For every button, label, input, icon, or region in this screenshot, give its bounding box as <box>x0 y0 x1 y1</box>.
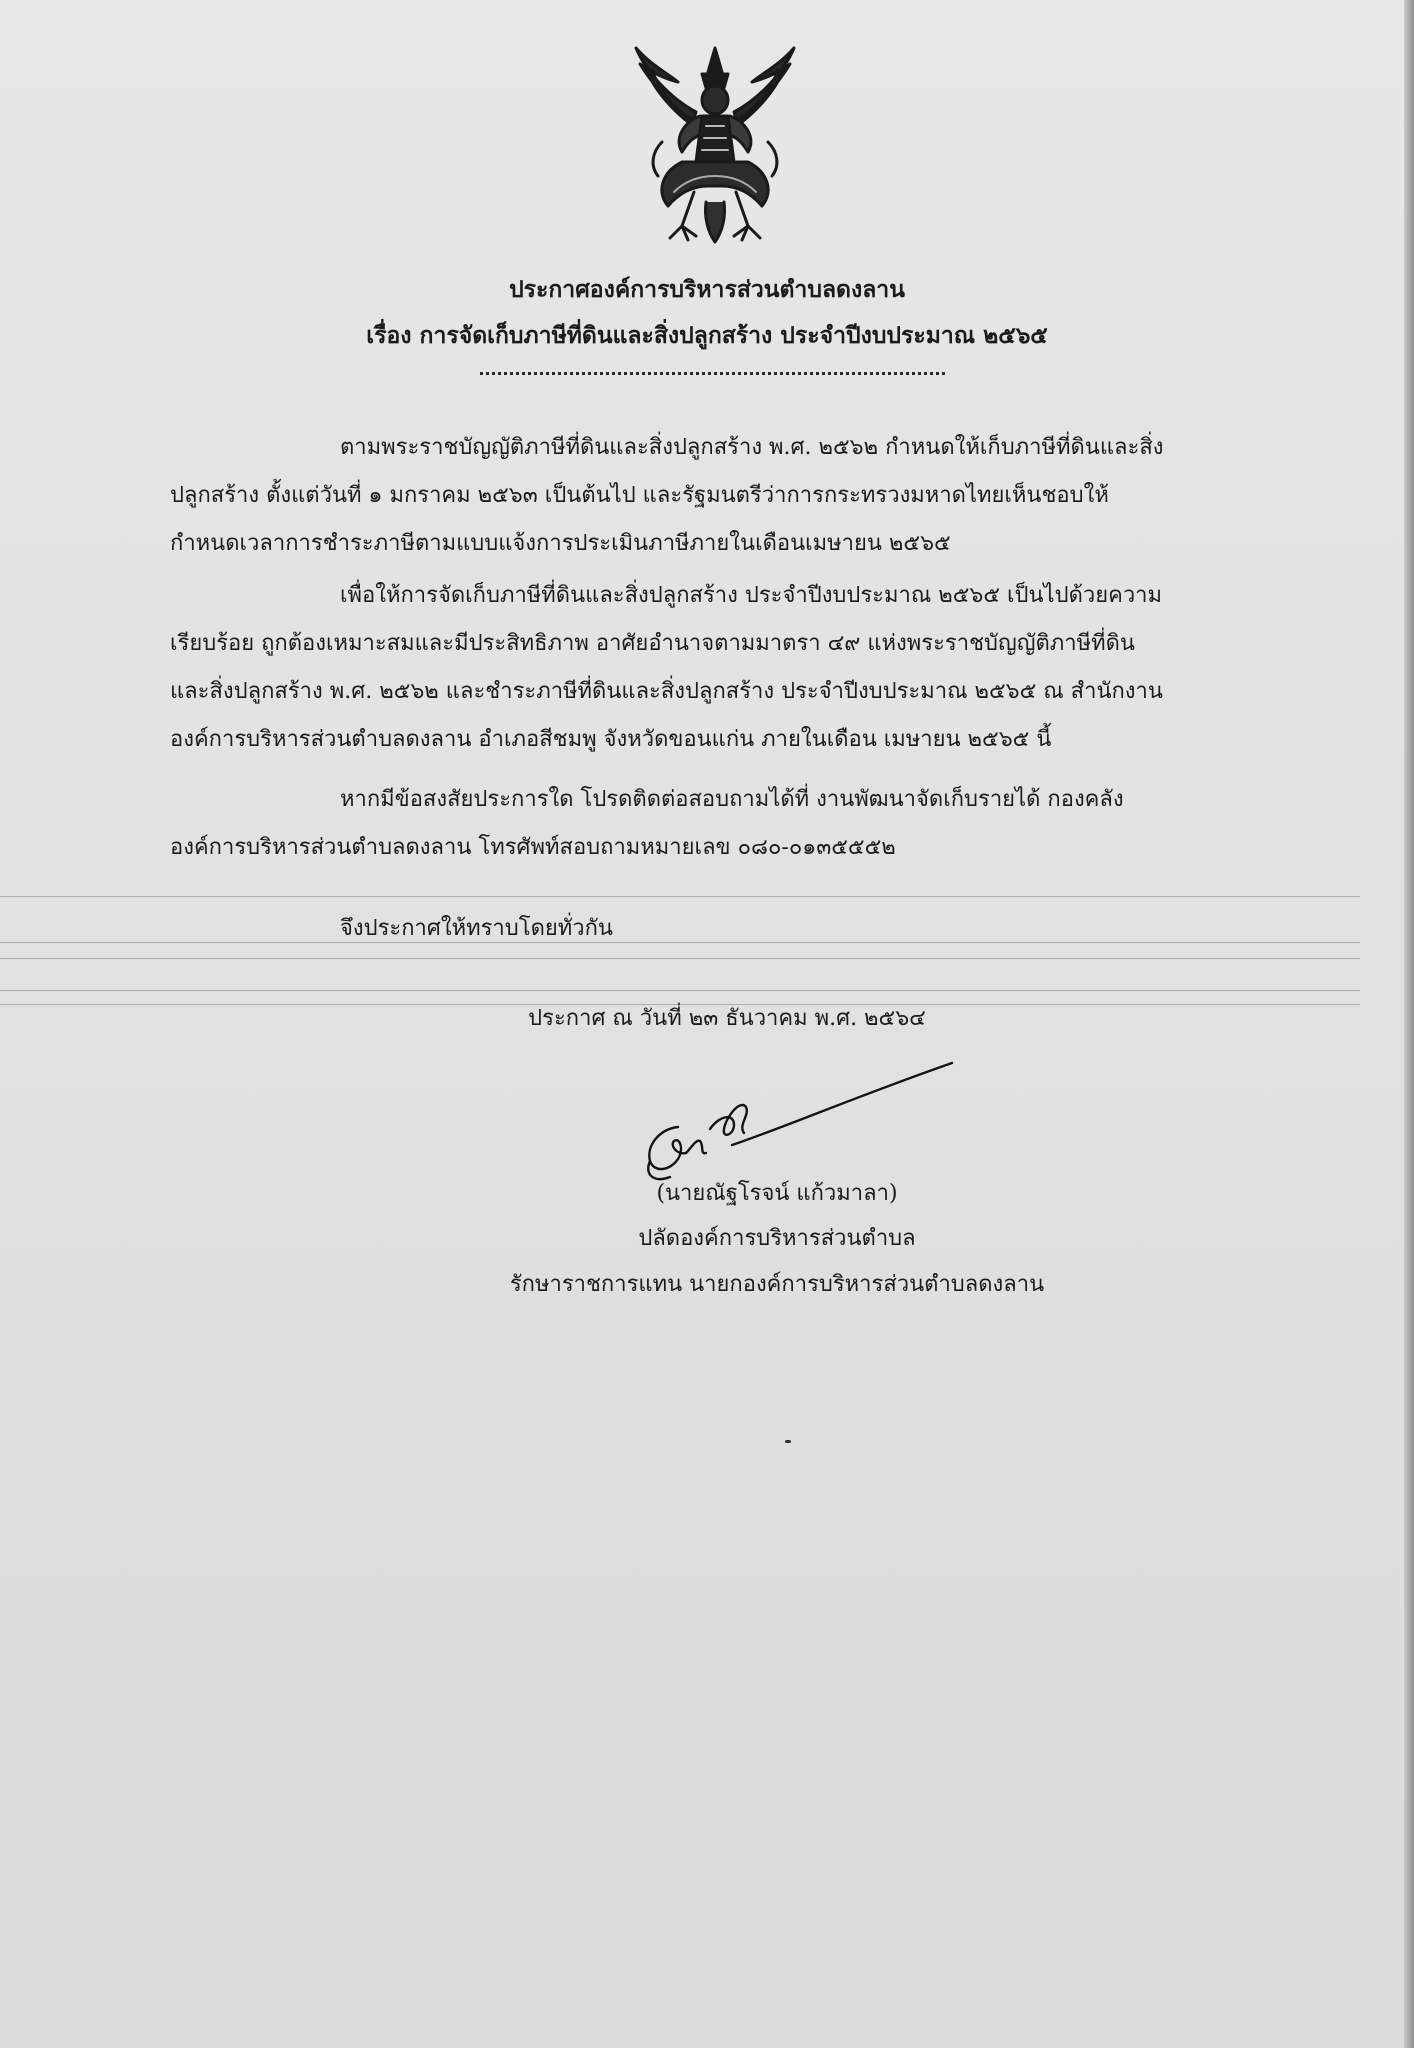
paper-speck <box>785 1440 791 1443</box>
paper-crease <box>0 942 1360 943</box>
signatory-position: ปลัดองค์การบริหารส่วนตำบล <box>638 1226 916 1251</box>
paragraph-line: ปลูกสร้าง ตั้งแต่วันที่ ๑ มกราคม ๒๕๖๓ เป็นต้นไป และรัฐมนตรีว่าการกระทรวงมหาดไทยเห็นชอบให้ <box>170 483 1109 508</box>
body-paragraph-2 <box>170 572 1235 764</box>
paper-edge-shadow <box>1404 0 1414 2048</box>
paper-crease <box>0 958 1360 959</box>
paper-crease <box>0 990 1360 991</box>
notice-title: ประกาศองค์การบริหารส่วนตำบลดงลาน <box>509 276 905 303</box>
closing-statement: จึงประกาศให้ทราบโดยทั่วกัน <box>340 916 613 941</box>
body-paragraph-3 <box>170 776 1235 872</box>
paragraph-line: กำหนดเวลาการชำระภาษีตามแบบแจ้งการประเมินภาษีภายในเดือนเมษายน ๒๕๖๕ <box>170 531 951 556</box>
announcement-date: ประกาศ ณ วันที่ ๒๓ ธันวาคม พ.ศ. ๒๕๖๔ <box>528 1006 926 1031</box>
signatory-name: (นายณัฐโรจน์ แก้วมาลา) <box>656 1181 898 1206</box>
dotted-divider <box>480 372 945 375</box>
paragraph-line: องค์การบริหารส่วนตำบลดงลาน โทรศัพท์สอบถามหมายเลข ๐๘๐-๐๑๓๕๕๕๒ <box>170 835 896 860</box>
paragraph-line: ตามพระราชบัญญัติภาษีที่ดินและสิ่งปลูกสร้าง พ.ศ. ๒๕๖๒ กำหนดให้เก็บภาษีที่ดินและสิ่ง <box>340 435 1164 460</box>
body-paragraph-1 <box>170 424 1235 568</box>
paragraph-line: และสิ่งปลูกสร้าง พ.ศ. ๒๕๖๒ และชำระภาษีที่ดินและสิ่งปลูกสร้าง ประจำปีงบประมาณ ๒๕๖๕ ณ สำนักงาน <box>170 679 1163 704</box>
garuda-emblem-icon <box>622 42 808 260</box>
notice-subject: เรื่อง การจัดเก็บภาษีที่ดินและสิ่งปลูกสร้าง ประจำปีงบประมาณ ๒๕๖๕ <box>366 322 1048 349</box>
paragraph-line: เรียบร้อย ถูกต้องเหมาะสมและมีประสิทธิภาพ อาศัยอำนาจตามมาตรา ๔๙ แห่งพระราชบัญญัติภาษีที่ดิน <box>170 631 1135 656</box>
handwritten-signature <box>630 1055 960 1185</box>
paragraph-line: เพื่อให้การจัดเก็บภาษีที่ดินและสิ่งปลูกสร้าง ประจำปีงบประมาณ ๒๕๖๕ เป็นไปด้วยความ <box>340 583 1163 608</box>
paragraph-line: องค์การบริหารส่วนตำบลดงลาน อำเภอสีชมพู จังหวัดขอนแก่น ภายในเดือน เมษายน ๒๕๖๕ นี้ <box>170 727 1052 752</box>
paper-crease <box>0 896 1360 897</box>
paragraph-line: หากมีข้อสงสัยประการใด โปรดติดต่อสอบถามได้ที่ งานพัฒนาจัดเก็บรายได้ กองคลัง <box>340 787 1124 812</box>
signatory-acting-for: รักษาราชการแทน นายกองค์การบริหารส่วนตำบลดงลาน <box>509 1272 1045 1297</box>
